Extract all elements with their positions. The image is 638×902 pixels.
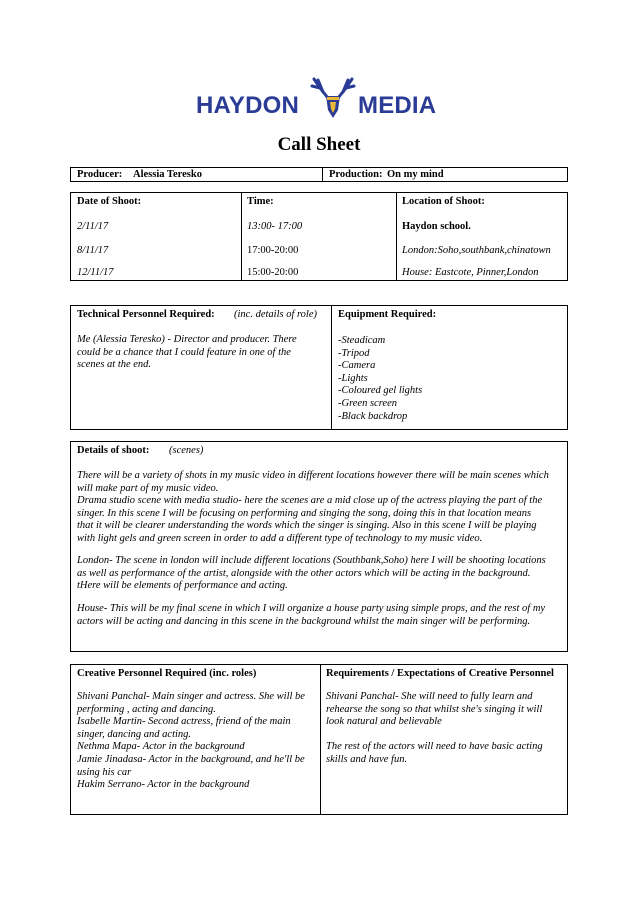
details-paragraph xyxy=(77,555,546,593)
text-line: that it will be clearer understanding the words which the singer is singing. Also in this scene I will be playing xyxy=(77,520,537,532)
schedule-time: 13:00- 17:00 xyxy=(247,221,303,232)
producer-value: Alessia Teresko xyxy=(133,169,202,180)
creative-list xyxy=(77,691,305,792)
text-line: House- This will be my final scene in which I will organize a house party using simple props, and the rest of my xyxy=(77,603,546,614)
creative-label: Creative Personnel Required (inc. roles) xyxy=(77,668,257,679)
schedule-date: 2/11/17 xyxy=(77,221,109,232)
text-line: Shivani Panchal- Main singer and actress. She will be xyxy=(77,691,305,702)
technical-equipment-table xyxy=(70,305,568,430)
text-line: with light gels and green screen in order to add a different type of technology to my music video. xyxy=(77,532,483,544)
requirements-paragraph xyxy=(326,741,543,766)
list-item: -Lights xyxy=(338,372,368,384)
deer-head-icon xyxy=(308,76,358,120)
text-line: could be a chance that I could feature in one of the xyxy=(77,346,291,358)
text-line: using his car xyxy=(77,766,132,778)
equipment-label: Equipment Required: xyxy=(338,309,437,320)
details-box xyxy=(70,441,568,652)
equipment-list xyxy=(338,335,422,423)
schedule-date: 8/11/17 xyxy=(77,245,109,256)
text-line: Me (Alessia Teresko) - Director and producer. There xyxy=(77,334,297,345)
technical-text xyxy=(77,334,297,372)
producer-label: Producer: xyxy=(77,169,123,180)
text-line: Drama studio scene with media studio- here the scenes are a mid close up of the actress playing the part of the xyxy=(77,495,543,507)
list-item: -Green screen xyxy=(338,397,397,409)
page-title: Call Sheet xyxy=(277,134,361,155)
location-header: Location of Shoot: xyxy=(402,196,485,207)
details-label: Details of shoot: xyxy=(77,445,150,456)
text-line: London- The scene in london will include different locations (Southbank,Soho) here I will be shooting locations xyxy=(77,555,546,566)
technical-label: Technical Personnel Required: xyxy=(77,309,215,320)
brand-name-left: HAYDON xyxy=(196,92,300,119)
brand-name-right: MEDIA xyxy=(358,92,437,119)
list-item: -Camera xyxy=(338,360,376,372)
schedule-date: 12/11/17 xyxy=(77,267,114,278)
schedule-table xyxy=(70,192,568,281)
text-line: The rest of the actors will need to have basic acting xyxy=(326,741,543,752)
text-line: There will be a variety of shots in my music video in different locations however there will be main scenes which xyxy=(77,470,549,481)
text-line: tHere will be elements of performance and acting. xyxy=(77,580,288,592)
list-item: -Coloured gel lights xyxy=(338,385,423,397)
requirements-label: Requirements / Expectations of Creative Personnel xyxy=(326,668,554,679)
requirements-paragraph xyxy=(326,691,542,729)
text-line: will make part of my music video. xyxy=(77,482,219,494)
details-paragraph xyxy=(77,603,545,628)
schedule-time: 15:00-20:00 xyxy=(247,267,299,278)
text-line: skills and have fun. xyxy=(326,753,408,765)
production-label: Production: xyxy=(329,169,383,180)
producer-row xyxy=(70,167,568,182)
schedule-location: Haydon school. xyxy=(402,221,471,232)
date-header: Date of Shoot: xyxy=(77,196,142,207)
text-line: singer, dancing and acting. xyxy=(77,728,192,740)
details-label-note: (scenes) xyxy=(169,445,204,456)
text-line: scenes at the end. xyxy=(77,359,152,371)
text-line: as well as performance of the artist, alongside with the other actors which will be acting in the background. xyxy=(77,567,531,579)
text-line: Nethma Mapa- Actor in the background xyxy=(77,741,245,753)
text-line: performing , acting and dancing. xyxy=(77,703,216,715)
list-item: -Black backdrop xyxy=(338,410,408,422)
schedule-location: London:Soho,southbank,chinatown xyxy=(402,245,551,256)
text-line: rehearse the song so that whilst she's singing it will xyxy=(326,703,543,715)
technical-label-note: (inc. details of role) xyxy=(234,309,318,320)
list-item: -Steadicam xyxy=(338,335,386,346)
text-line: Jamie Jinadasa- Actor in the background, and he'll be xyxy=(77,753,305,765)
details-paragraph xyxy=(77,470,549,546)
logo xyxy=(0,74,638,124)
text-line: Hakim Serrano- Actor in the background xyxy=(77,779,250,791)
text-line: look natural and believable xyxy=(326,716,442,728)
time-header: Time: xyxy=(247,196,274,207)
creative-table xyxy=(70,664,568,815)
schedule-time: 17:00-20:00 xyxy=(247,245,299,256)
text-line: Isabelle Martin- Second actress, friend of the main xyxy=(77,716,291,728)
text-line: actors will be acting and dancing in this scene in the background whilst the main singer will be performing. xyxy=(77,615,531,627)
schedule-location: House: Eastcote, Pinner,London xyxy=(402,267,539,278)
list-item: -Tripod xyxy=(338,347,370,359)
production-value: On my mind xyxy=(387,169,444,180)
text-line: Shivani Panchal- She will need to fully learn and xyxy=(326,691,533,702)
text-line: singer. In this scene I will be focusing on performing and singing the song, doing this in that location means xyxy=(77,507,532,519)
